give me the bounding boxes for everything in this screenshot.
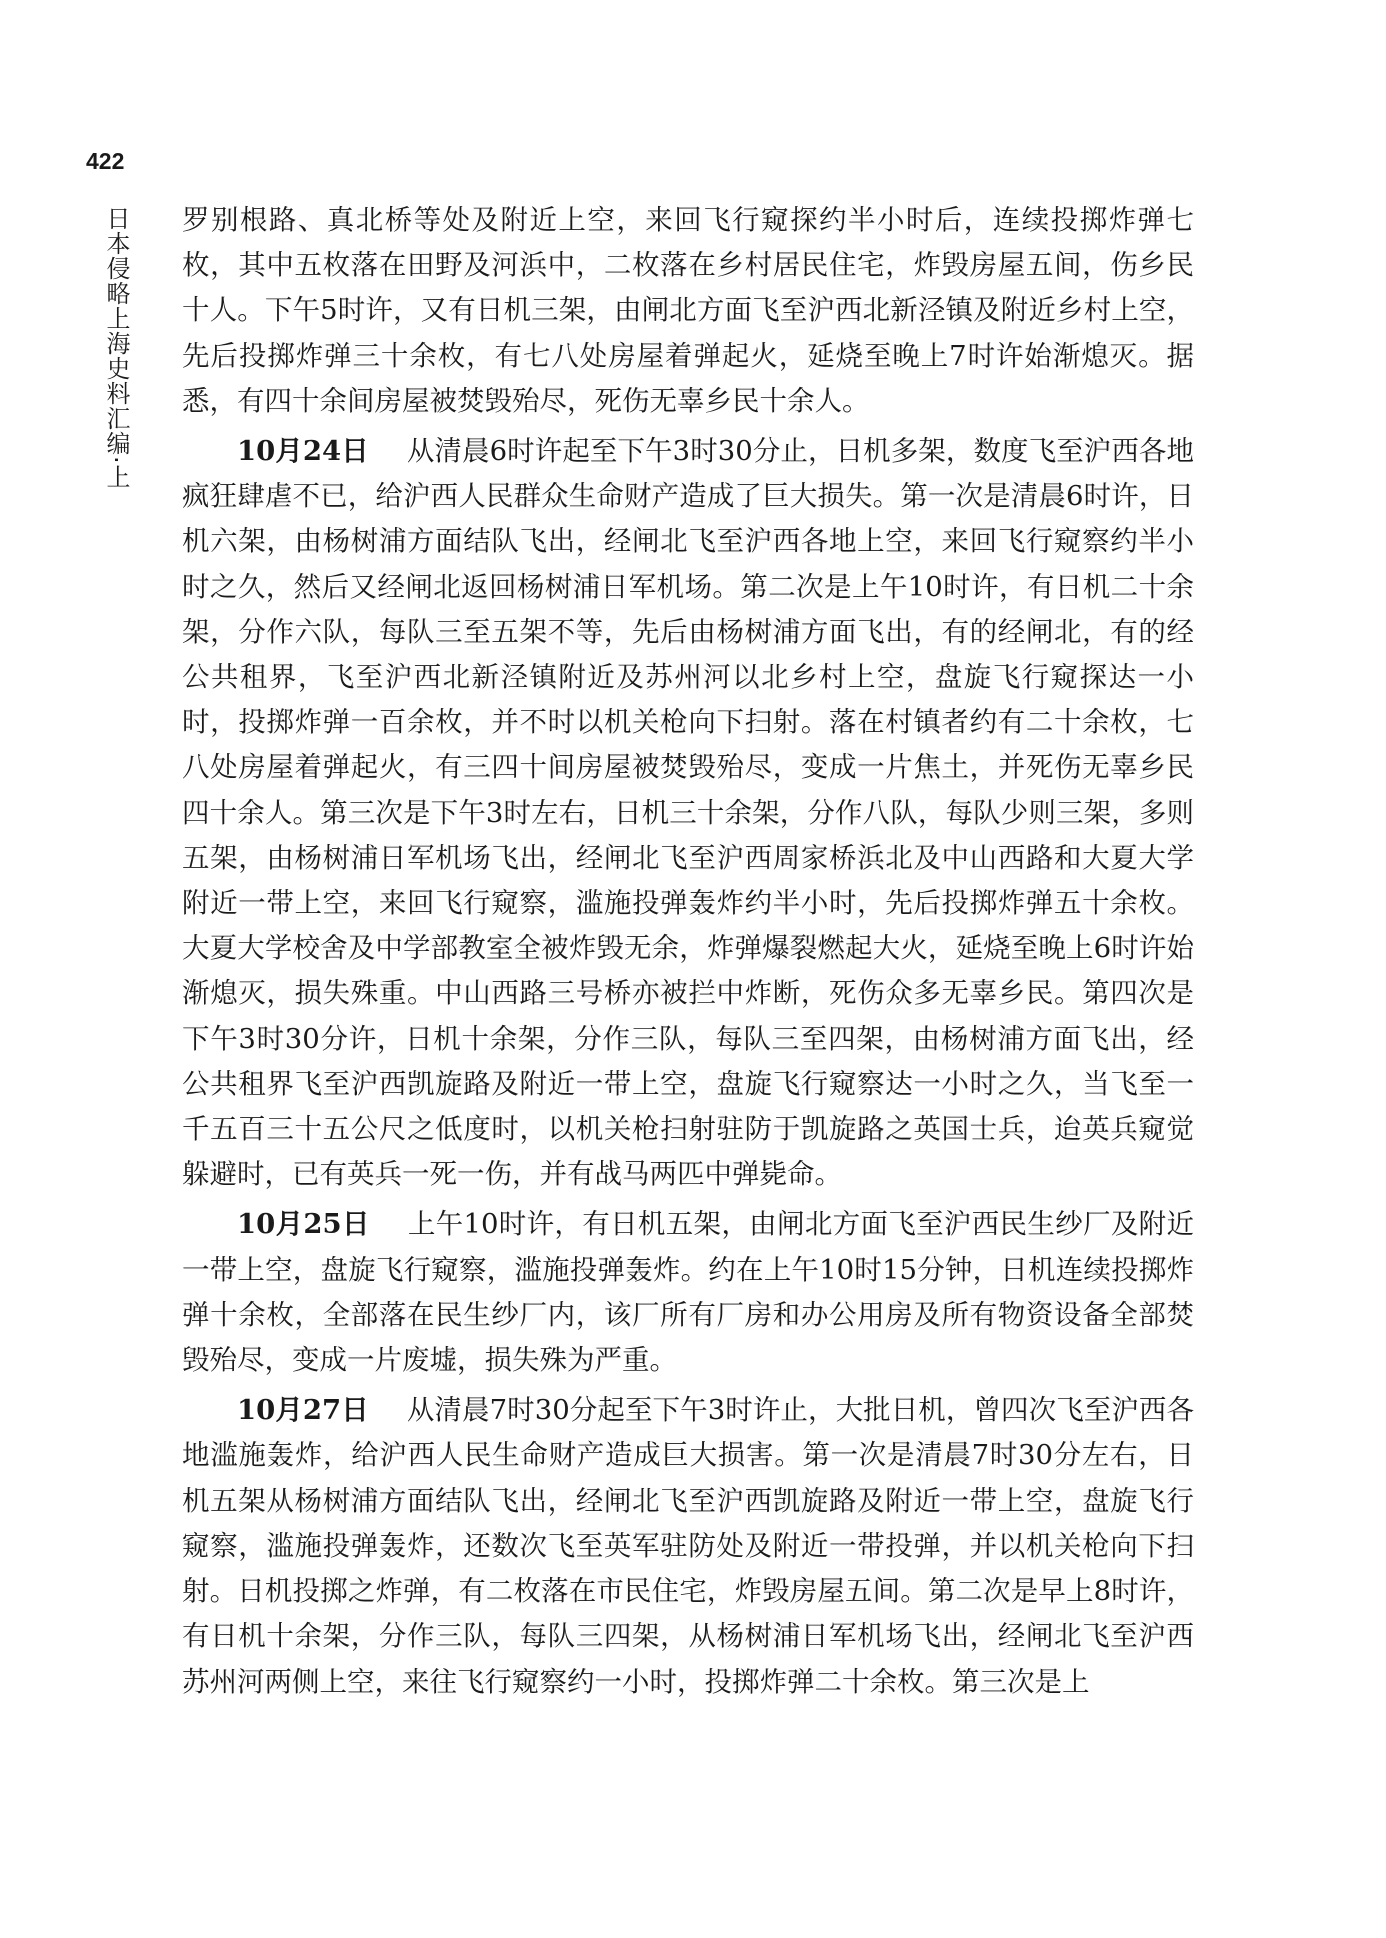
paragraph-oct-27 <box>182 1388 1194 1704</box>
running-head: 日本侵略上海史料汇编·上 <box>102 206 130 490</box>
paragraph-text: 上午10时许，有日机五架，由闸北方面飞至沪西民生纱厂及附近一带上空，盘旋飞行窥察，滥施投弹轰炸。约在上午10时15分钟，日机连续投掷炸弹十余枚，全部落在民生纱厂内，该厂所有厂房和办公用房及所有物资设备全部焚毁殆尽，变成一片废墟，损失殊为严重。 <box>182 1208 1194 1377</box>
date-label: 10月24日 <box>237 435 369 468</box>
paragraph-text: 从清晨7时30分起至下午3时许止，大批日机，曾四次飞至沪西各地滥施轰炸，给沪西人民生命财产造成巨大损害。第一次是清晨7时30分左右，日机五架从杨树浦方面结队飞出，经闸北飞至沪西凯旋路及附近一带上空，盘旋飞行窥察，滥施投弹轰炸，还数次飞至英军驻防处及附近一带投弹，并以机关枪向下扫射。日机投掷之炸弹，有二枚落在市民住宅，炸毁房屋五间。第二次是早上8时许，有日机十余架，分作三队，每队三四架，从杨树浦日军机场飞出，经闸北飞至沪西苏州河两侧上空，来往飞行窥察约一小时，投掷炸弹二十余枚。第三次是上 <box>182 1394 1195 1698</box>
date-label: 10月25日 <box>237 1208 370 1241</box>
paragraph-text: 从清晨6时许起至下午3时30分止，日机多架，数度飞至沪西各地疯狂肆虐不已，给沪西人民群众生命财产造成了巨大损失。第一次是清晨6时许，日机六架，由杨树浦方面结队飞出，经闸北飞至沪西各地上空，来回飞行窥察约半小时之久，然后又经闸北返回杨树浦日军机场。第二次是上午10时许，有日机二十余架，分作六队，每队三至五架不等，先后由杨树浦方面飞出，有的经闸北，有的经公共租界，飞至沪西北新泾镇附近及苏州河以北乡村上空，盘旋飞行窥探达一小时，投掷炸弹一百余枚，并不时以机关枪向下扫射。落在村镇者约有二十余枚，七八处房屋着弹起火，有三四十间房屋被焚毁殆尽，变成一片焦土，并死伤无辜乡民四十余人。第三次是下午3时左右，日机三十余架，分作八队，每队少则三架，多则五架，由杨树浦日军机场飞出，经闸北飞至沪西周家桥浜北及中山西路和大夏大学附近一带上空，来回飞行窥察，滥施投弹轰炸约半小时，先后投掷炸弹五十余枚。大夏大学校舍及中学部教室全被炸毁无余，炸弹爆裂燃起大火，延烧至晚上6时许始渐熄灭，损失殊重。中山西路三号桥亦被拦中炸断，死伤众多无辜乡民。第四次是下午3时30分许，日机十余架，分作三队，每队三至四架，由杨树浦方面飞出，经公共租界飞至沪西凯旋路及附近一带上空，盘旋飞行窥察达一小时之久，当飞至一千五百三十五公尺之低度时，以机关枪扫射驻防于凯旋路之英国士兵，迨英兵窥觉躲避时，已有英兵一死一伤，并有战马两匹中弹毙命。 <box>182 435 1195 1191</box>
page-number: 422 <box>86 148 125 174</box>
paragraph-text: 罗别根路、真北桥等处及附近上空，来回飞行窥探约半小时后，连续投掷炸弹七枚，其中五枚落在田野及河浜中，二枚落在乡村居民住宅，炸毁房屋五间，伤乡民十人。下午5时许，又有日机三架，由闸北方面飞至沪西北新泾镇及附近乡村上空，先后投掷炸弹三十余枚，有七八处房屋着弹起火，延烧至晚上7时许始渐熄灭。据悉，有四十余间房屋被焚毁殆尽，死伤无辜乡民十余人。 <box>182 204 1194 417</box>
paragraph-oct-24 <box>182 429 1194 1197</box>
paragraph-oct-25 <box>182 1202 1194 1383</box>
body-text <box>182 198 1194 1705</box>
date-label: 10月27日 <box>237 1394 369 1427</box>
paragraph-continued <box>182 198 1194 424</box>
